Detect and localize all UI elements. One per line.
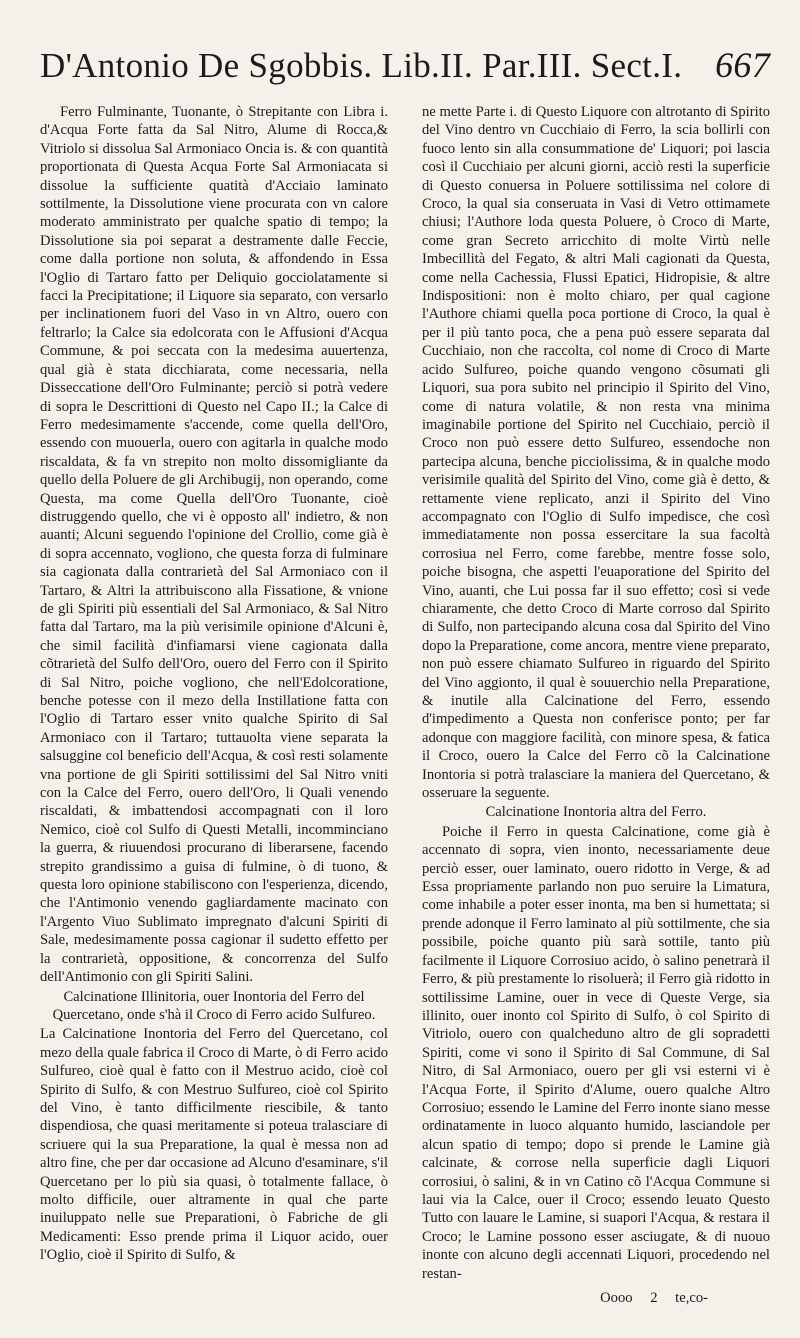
paragraph-ferro-inonto: Poiche il Ferro in questa Calcinatione, come già è accennato di sopra, vien inonto, necessariamente deue perciò esser, ouer laminato, ouero ridotto in Verge, & ad Essa propriamente parlando non puo seruire la Limatura, come inhabile a poter esser inonta, ma ben si humettata; si prende adonque il Ferro laminato al più sottilmente, che sia possibile, poiche quanto più sarà sottile, tanto più facilmente il Liquore Corrosiuo acido, ò salino penetrarà il Ferro, & più prestamente lo risoluerà; il Ferro già ridotto in sottilissime Lamine, ouer in vece di Queste Verge, sia illinito, ouer inonto col Spirito di Sulfo, ò col Spirito di Vitriolo, ouero con qualcheduno altro de gli sopradetti Spiriti, come vi sono il Spirito di Sal Commune, di Sal Nitro, di Sal Armoniaco, ouero per gli vsi esterni vi è l'Acqua Forte, il Spirito d'Alume, ouero qualche Altro Corrosiuo; essendo le Lamine del Ferro inonte siano messe ordinatamente in luoco alquanto humido, lasciandole per alcun spatio di tempo; dopo si prende le Lamine già calcinate, & corrose nella superficie dagli Liquori corrosiui, ò salini, & in vn Catino cõ l'Acqua Commune si laui via la Calce, ouer il Croco; essendo leuato Questo Tutto con lauare le Lamine, si suapori l'Acqua, & restara il Croco; le Lamine possono esser asciugate, & di nuouo inonte con alcuno degli accennati Liquori, procedendo nel restan- [422, 823, 770, 1282]
left-column [40, 103, 388, 1283]
paragraph-ferro-fulminante: Ferro Fulminante, Tuonante, ò Strepitante con Libra i. d'Acqua Forte fatta da Sal Nitro, Alume di Rocca,& Vitriolo si dissolua Sal Armoniaco Oncia is. & con quantità proportionata di Questa Acqua Forte Sal Armoniacata si dissolue la sufficiente quatità d'Acciaio laminato sottilmente, la Dissolutione viene procurata con vn calore moderato amministrato per qualche spatio di tempo; la Dissolutione sia poi separat a destramente dalle Feccie, come dalla portione non soluta, & affondendo in Essa l'Oglio di Tartaro fatto per Deliquio gocciolatamente si facci la Precipitatione; il Liquore sia separato, con versarlo per inclinationem fuori del Vaso in vn Altro, ouero con feltrarlo; la Calce sia edolcorata con le Affusioni d'Acqua Commune, & poi seccata con la medesima auuertenza, qual già è stata dicchiarata, come necessaria, nella Disseccatione dell'Oro Fulminante; perciò si potrà vedere di sopra le Descrittioni di Questo nel Capo II.; la Calce di Ferro medesimamente s'accende, come quella dell'Oro, essendo con muouerla, ouero con agitarla in qualche modo riscaldata, & fa vn strepito non molto dissomigliante da quello della Poluere de gli Archibugij, non operando, come Questa, ma come Quella dell'Oro Tuonante, cioè distruggendo quello, che vi è opposto all' indietro, & non auanti; Alcuni seguendo l'opinione del Crollio, come già è di sopra accennato, vogliono, che questa forza di fulminare sia cagionata dalla contrarietà del Sal Armoniaco con il Tartaro, & Altri la attribuiscono alla Fissatione, & vnione de gli Spiriti più essentiali del Sal Armoniaco, & Sal Nitro fatta dal Tartaro, ma la più verisimile opinione d'Alcuni è, che simil facilità d'infiamarsi viene cagionata dalla cõtrarietà del Sulfo dell'Oro, ouero del Ferro con il Spirito di Sal Nitro, poiche vogliono, che nell'Edolcoratione, benche potesse con il mezo della Instillatione fatta con l'Oglio di Tartaro esser vnito qualche Spirito di Sal Armoniaco con il Tartaro; tuttauolta viene separata la salsuggine col beneficio dell'Acqua, & così resti solamente vna portione de gli Spiriti sottilissimi del Sal Nitro vniti con la Calce del Ferro, ouero dell'Oro, li Quali venendo riscaldati, & imbattendosi accompagnati con il loro Nemico, cioè col Sulfo di Questi Metalli, incomminciano la guerra, & riuuendosi procurano di liberarsene, facendo strepito grandissimo a guisa di fulmine, ò di tuono, & questa loro opinione stabiliscono con l'esperienza, dicendo, che l'Antimonio venendo gagliardamente macinato con l'Argento Viuo Sublimato impregnato d'alcuni Spiriti di Sale, medesimamente possa cagionar il sudetto effetto per la contrarietà, oppositione, & concorrenza del Sulfo dell'Antimonio con gli Spiriti Salini. [40, 104, 388, 986]
running-head [40, 42, 770, 89]
text-columns [40, 103, 770, 1283]
catchword: te,co- [675, 1290, 708, 1306]
signature-mark: Oooo 2 [600, 1290, 658, 1306]
page-footer [600, 1290, 708, 1307]
right-column [422, 103, 770, 1283]
running-title: D'Antonio De Sgobbis. Lib.II. Par.III. Sect.I. [40, 46, 683, 85]
section-heading-calcinatione-inontoria-altra: Calcinatione Inontoria altra del Ferro. [485, 804, 707, 821]
paragraph-croco-di-marte: ne mette Parte i. di Questo Liquore con altrotanto di Spirito del Vino dentro vn Cucchiaio di Ferro, la scia bollirli con fuoco lento sin alla consummatione de' Liquori; poi lascia così il Cucchiaio per alcuni giorni, acciò resti la superficie di Questo conuersa in Poluere sottilissima nel colore di Croco, la qual sia conseruata in Vasi di Vetro ottimamete chiusi; l'Authore loda questa Poluere, ò Croco di Marte, come gran Secreto arricchito di molte Virtù nelle Imbecillità del Fegato, & altri Mali cagionati da Questa, come nella Cachessia, Flussi Epatici, Hidropisie, & altre Indispositioni: non è molto chiaro, per qual cagione l'Authore chiami quella poca portione di Croco, la qual è per il più tanto poca, che a pena può essere separata dal Cucchiaio, non che raccolta, col nome di Croco di Marte acido Sulfureo, poiche quando vengono cõsumati gli Liquori, sua pora subito nel principio il Spirito del Vino, come di natura volatile, & non resta vna minima imaginabile portione del Spirito nel Cucchiaio, perciò il Croco non può essere detto Sulfureo, essendoche non partecipa alcuna, benche picciolissima, & in qualche modo verisimile qualità del Spirito del Vino, come già è detto, & rettamente viene replicato, anzi il Spirito del Vino accompagnato con l'Oglio di Sulfo impedisce, che così immediatamente non possa essercitare la sua facoltà corrosiua nel Ferro, come farebbe, mentre fosse solo, poiche bisogna, che aspetti l'euaporatione del Spirito del Vino, auanti, che Lui possa far il suo effetto; così si vede chiaramente, che detto Croco di Marte corroso dal Spirito di Sulfo, non partecipando alcuna cosa dal Spirito del Vino dopo la Preparatione, come ancora, mentre viene preparato, non può essere chiamato Sulfureo in riguardo del Spirito del Vino aggionto, il qual è souuerchio nella Preparatione, & inutile alla Calcinatione del Ferro, essendo d'impedimento a Questa non conferisce ponto; per far adonque con maggiore facilità, con minore spesa, & fatica il Croco, ouero la Calce del Ferro cõ la Calcinatione Inontoria si potrà tralasciare la maniera del Quercetano, & osseruare la seguente. [422, 104, 770, 802]
page-number: 667 [715, 45, 770, 85]
paragraph-calcinatione-inontoria: La Calcinatione Inontoria del Ferro del Quercetano, col mezo della quale fabrica il Croco di Marte, ò di Ferro acido Sulfureo, cioè qual è fatto con il Mestruo acido, cioè col Spirito di Sulfo, & con Mestruo Sulfureo, cioè col Spirito del Vino, è tanto difficilmente riescibile, & tanto dispendiosa, che quasi meritamente si poteua tralasciare di scriuere qui la sua Preparatione, la qual è messa non ad altro fine, che per dar occasione ad Alcuno d'esaminare, s'il Quercetano per lo più sia quasi, ò totalmente fallace, ò molto difficile, ouer altramente in qual che parte inuiluppato nelle sue Preparationi, ò Fabriche de gli Medicamenti: Esso prende prima il Liquor acido, ouer l'Oglio, cioè il Spirito di Sulfo, & [40, 1026, 388, 1264]
section-heading-calcinatione-illinitoria: Calcinatione Illinitoria, ouer Inontoria del Ferro del Quercetano, onde s'hà il Croco di Ferro acido Sulfureo. [52, 988, 376, 1023]
